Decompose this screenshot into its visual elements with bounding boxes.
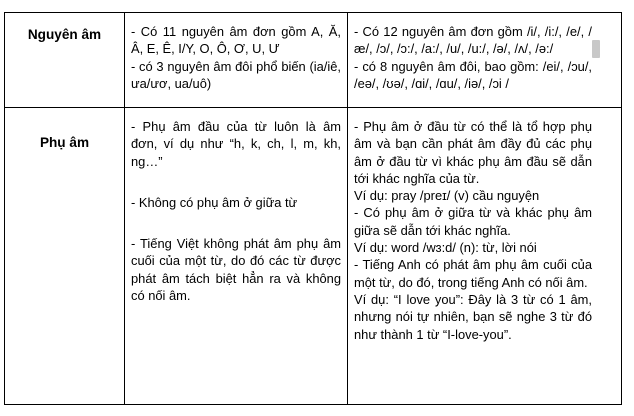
vowels-english-line-2: - có 8 nguyên âm đôi, bao gồm: /ei/, /ɔu/, /eə/, /ʊə/, /ɑi/, /ɑu/, /iə/, /ɔi / <box>354 58 592 91</box>
row-header-vowels <box>5 26 124 43</box>
column-divider-1 <box>124 12 125 405</box>
row-header-consonants-text: Phụ âm <box>39 135 90 150</box>
consonants-vietnamese-line-3: - Tiếng Việt không phát âm phụ âm cuối của một từ, do đó các từ được phát âm tách biệt hẳn ra và không có nối âm. <box>131 236 341 304</box>
consonants-english-line-5: - Tiếng Anh có phát âm phụ âm cuối của một từ, do đó, trong tiếng Anh có nối âm. <box>354 257 592 290</box>
consonants-english-line-2: Ví dụ: pray /preɪ/ (v) cầu nguyện <box>354 188 540 204</box>
consonants-vietnamese-line-2: - Không có phụ âm ở giữa từ <box>131 194 298 210</box>
comparison-table <box>4 12 622 405</box>
vowels-vietnamese-line-1: - Có 11 nguyên âm đơn gồm A, Ă, Â, E, Ê, I/Y, O, Ô, Ơ, U, Ư <box>131 24 341 57</box>
row-header-vowels-text: Nguyên âm <box>27 27 102 42</box>
table-border-top <box>4 12 622 13</box>
consonants-vietnamese-line-1: - Phụ âm đầu của từ luôn là âm đơn, ví dụ như “h, k, ch, l, m, kh, ng…” <box>131 119 341 169</box>
consonants-english-line-4: Ví dụ: word /wɜ:d/ (n): từ, lời nói <box>354 240 537 256</box>
vowels-english-line-1: - Có 12 nguyên âm đơn gồm /i/, /i:/, /e/, /æ/, /ɔ/, /ɔ:/, /a:/, /u/, /u:/, /ə/, /ʌ/, /ə:/ <box>354 24 592 57</box>
consonants-english-line-1: - Phụ âm ở đầu từ có thể là tổ hợp phụ âm và bạn cần phát âm đầy đủ các phụ âm ở đầu từ vì khác phụ âm đầu sẽ dẫn tới khác nghĩa của từ. <box>354 119 592 186</box>
consonants-english-line-3: - Có phụ âm ở giữa từ và khác phụ âm giữa sẽ dẫn tới khác nghĩa. <box>354 205 592 238</box>
row-header-consonants <box>5 134 124 151</box>
consonants-english-line-6: Ví dụ: “I love you”: Đây là 3 từ có 1 âm, nhưng nói tự nhiên, bạn sẽ nghe 3 từ đó như thành 1 từ “I-love-you”. <box>354 291 592 342</box>
row-divider <box>4 107 622 108</box>
vowels-vietnamese-line-2: - có 3 nguyên âm đôi phổ biến (ia/iê, ưa/ươ, ua/uô) <box>131 58 341 91</box>
vowels-english-cell <box>354 23 592 92</box>
vowels-vietnamese-cell <box>131 23 341 92</box>
table-border-left <box>4 12 5 405</box>
table-border-right <box>621 12 622 405</box>
consonants-vietnamese-cell <box>131 118 341 304</box>
scroll-thumb[interactable] <box>592 40 600 58</box>
table-border-bottom <box>4 404 622 405</box>
consonants-english-cell <box>354 118 592 343</box>
column-divider-2 <box>347 12 348 405</box>
